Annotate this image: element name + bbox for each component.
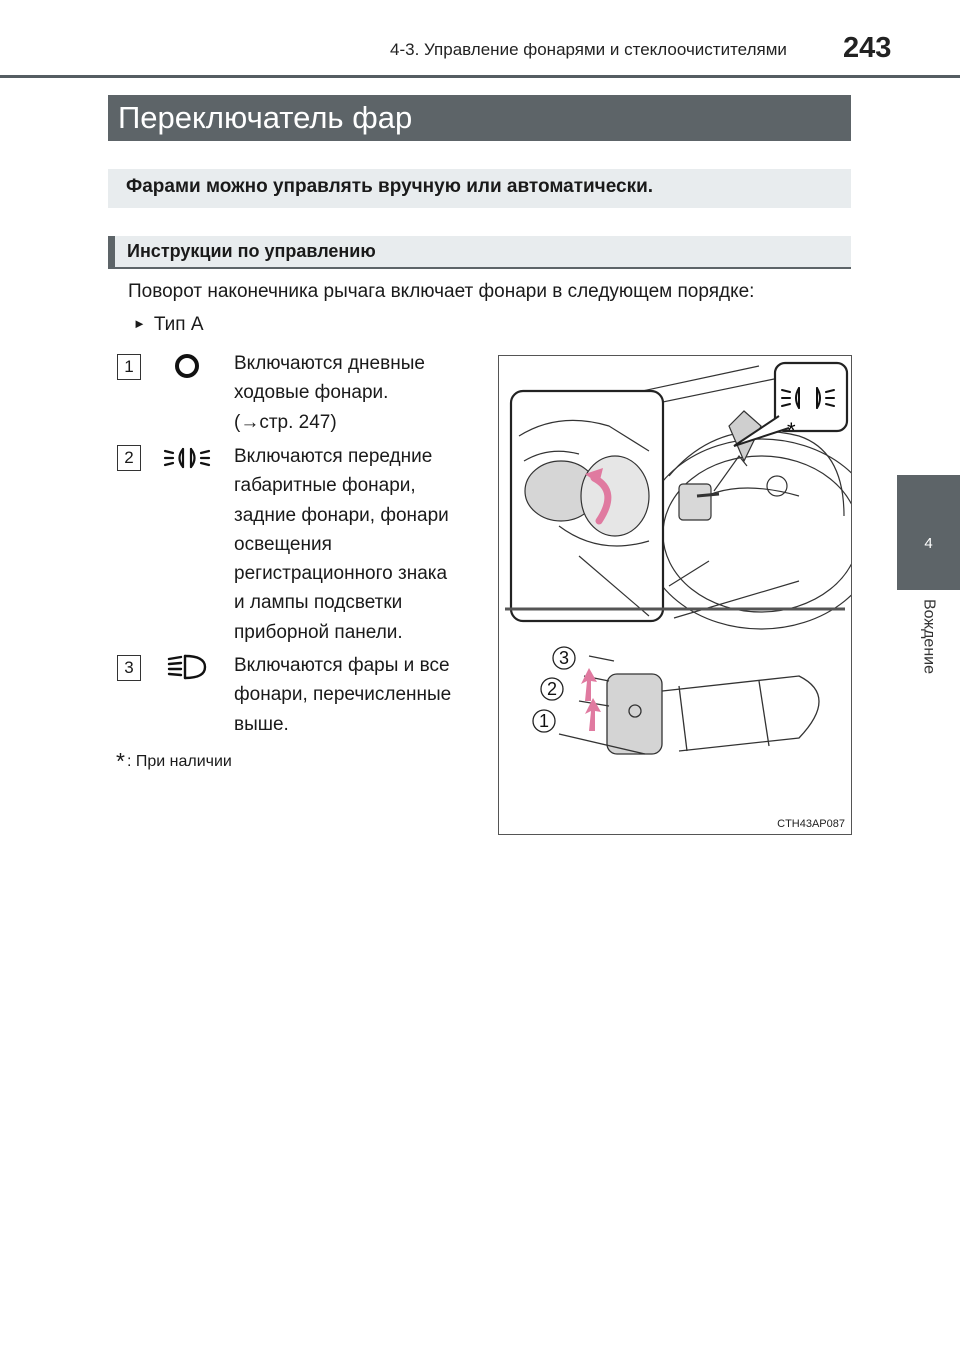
side-lights-icon: [163, 444, 211, 472]
triangle-bullet-icon: ►: [133, 316, 146, 331]
item-2-line: и лампы подсветки: [234, 592, 403, 614]
heading-marker: [108, 236, 115, 269]
illustration: [498, 355, 852, 835]
light-switch-illustration: [499, 356, 851, 834]
intro-text: Поворот наконечника рычага включает фонари в следующем порядке:: [128, 281, 755, 302]
item-description-3: [234, 651, 478, 739]
item-3-line: фонари, перечисленные: [234, 684, 452, 706]
item-2-line: Включаются передние: [234, 446, 433, 467]
item-2-line: освещения: [234, 533, 332, 555]
headlight-icon: [163, 653, 211, 681]
chapter-tab-label-text: Вождение: [920, 599, 938, 674]
summary-box: [108, 169, 851, 208]
header-rule: [0, 75, 960, 78]
chapter-tab: [897, 475, 960, 590]
item-number-3: 3: [117, 655, 141, 681]
instructions-heading-text: Инструкции по управлению: [127, 241, 376, 261]
footnote-text: : При наличии: [126, 753, 232, 770]
item-2-line: габаритные фонари,: [234, 475, 416, 497]
item-description-2: [234, 442, 478, 647]
section-title: Переключатель фар: [118, 100, 413, 135]
chapter-tab-label: [897, 595, 960, 695]
type-label-text: Тип A: [153, 314, 204, 335]
item-2-line: задние фонари, фонари: [234, 504, 449, 526]
figure-callout-1: 1: [538, 711, 550, 731]
item-number-1: 1: [117, 354, 141, 380]
item-1-line: (→стр. 247): [234, 411, 337, 433]
item-2-line: регистрационного знака: [234, 563, 448, 585]
type-label: [133, 314, 204, 336]
footnote-marker: *: [116, 748, 125, 774]
item-3-line: Включаются фары и все: [234, 655, 450, 676]
section-title-bar: [108, 95, 851, 141]
summary-text: Фарами можно управлять вручную или автоматически.: [126, 176, 654, 197]
footnote: [116, 745, 232, 772]
callout-marker: *: [787, 418, 796, 443]
figure-callout-3: 3: [558, 648, 570, 668]
item-number-2: 2: [117, 445, 141, 471]
figure-code: CTH43AP087: [777, 818, 845, 830]
figure-callout-2: 2: [546, 679, 558, 699]
item-2-line: приборной панели.: [234, 621, 403, 643]
drl-icon: [163, 352, 211, 380]
item-1-line: ходовые фонари.: [234, 382, 389, 404]
page-number: 243: [843, 32, 892, 64]
item-description-1: [234, 349, 478, 437]
item-1-line: Включаются дневные: [234, 353, 425, 374]
instructions-heading: [108, 236, 851, 269]
chapter-title: 4-3. Управление фонарями и стеклоочистителями: [390, 40, 787, 59]
item-3-line: выше.: [234, 713, 289, 735]
chapter-tab-number: 4: [924, 535, 933, 552]
